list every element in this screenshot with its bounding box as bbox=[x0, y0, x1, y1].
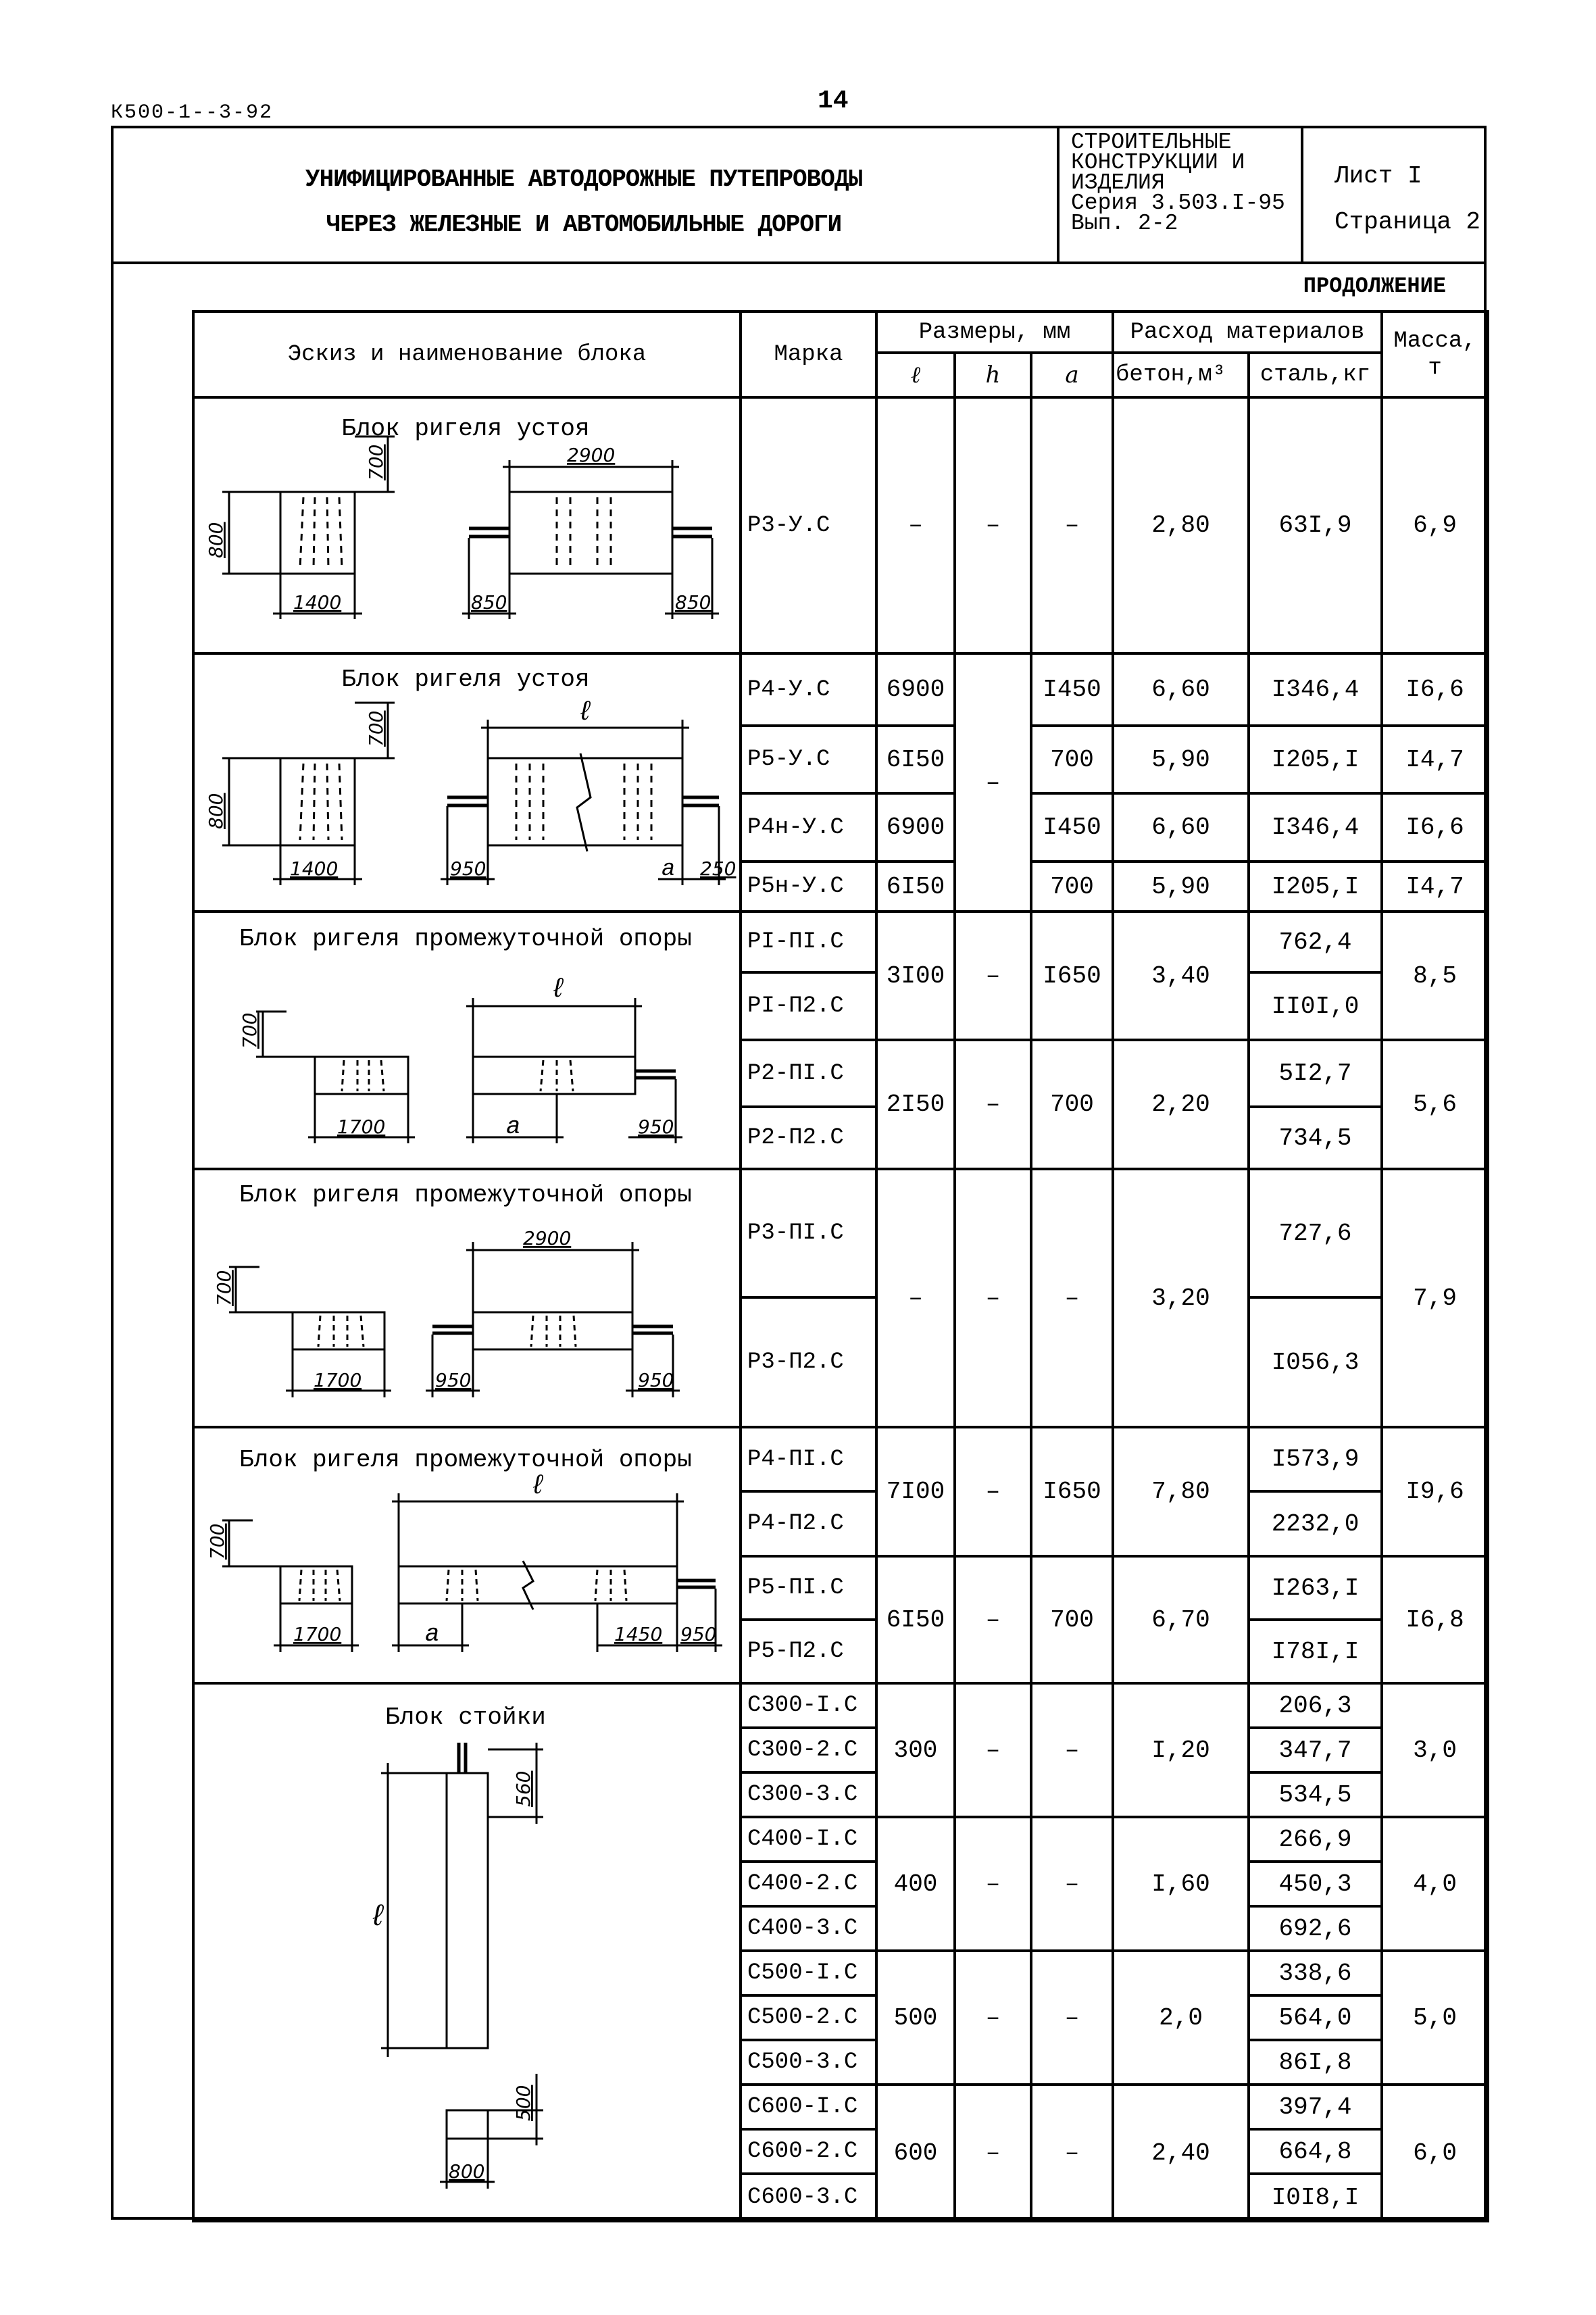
value-cell: I9,6 bbox=[1382, 1427, 1488, 1556]
marka-cell: РI-ПI.С bbox=[741, 912, 876, 972]
value-cell: – bbox=[955, 397, 1031, 653]
header-sketch: Эскиз и наименование блока bbox=[193, 312, 741, 397]
value-cell: – bbox=[955, 1040, 1031, 1169]
marka-cell: Р4-П2.С bbox=[741, 1491, 876, 1556]
marka-cell: С300-I.С bbox=[741, 1683, 876, 1728]
value-cell: 4,0 bbox=[1382, 1817, 1488, 1951]
dim-label: 2900 bbox=[567, 444, 616, 466]
header-h: h bbox=[955, 353, 1031, 397]
dim-label: 950 bbox=[680, 1623, 717, 1645]
value-cell: 6,60 bbox=[1113, 653, 1249, 726]
value-cell: 2232,0 bbox=[1249, 1491, 1382, 1556]
series-line: СТРОИТЕЛЬНЫЕ bbox=[1071, 130, 1232, 155]
value-cell: 63I,9 bbox=[1249, 397, 1382, 653]
sketch-title: Блок ригеля промежуточной опоры bbox=[239, 925, 692, 953]
series-line: ИЗДЕЛИЯ bbox=[1071, 170, 1165, 195]
dim-label: 800 bbox=[205, 793, 227, 829]
marka-cell: Р5н-У.С bbox=[741, 862, 876, 912]
block-section-shape bbox=[280, 492, 355, 574]
value-cell: 5,90 bbox=[1113, 726, 1249, 793]
value-cell: 3,20 bbox=[1113, 1169, 1249, 1427]
header-divider bbox=[1301, 126, 1303, 263]
value-cell: – bbox=[955, 2085, 1031, 2221]
value-cell: 2,80 bbox=[1113, 397, 1249, 653]
value-cell: I78I,I bbox=[1249, 1620, 1382, 1683]
dim-label: 700 bbox=[239, 1012, 261, 1049]
value-cell: 564,0 bbox=[1249, 1995, 1382, 2040]
value-cell: I4,7 bbox=[1382, 726, 1488, 793]
value-cell: – bbox=[1031, 1169, 1113, 1427]
value-cell: 5,90 bbox=[1113, 862, 1249, 912]
series-line: КОНСТРУКЦИИ И bbox=[1071, 150, 1245, 175]
dim-label: 1700 bbox=[337, 1116, 386, 1138]
dim-label: 1700 bbox=[314, 1369, 362, 1391]
value-cell: – bbox=[955, 1556, 1031, 1683]
marka-cell: Р3-П2.С bbox=[741, 1297, 876, 1427]
marka-cell: Р2-ПI.С bbox=[741, 1040, 876, 1107]
sketch-abutment-crossbar-2 bbox=[192, 652, 739, 910]
document-title-line-2: ЧЕРЕЗ ЖЕЛЕЗНЫЕ И АВТОМОБИЛЬНЫЕ ДОРОГИ bbox=[326, 211, 842, 239]
value-cell: I263,I bbox=[1249, 1556, 1382, 1620]
marka-cell: Р5-П2.С bbox=[741, 1620, 876, 1683]
document-code: К500-1--3-92 bbox=[111, 101, 274, 124]
header-steel: сталь,кг bbox=[1249, 353, 1382, 397]
dim-label: ℓ bbox=[530, 1472, 547, 1502]
sheet-number: Лист I bbox=[1335, 162, 1422, 190]
dim-label: 500 bbox=[512, 2085, 534, 2121]
value-cell: 400 bbox=[876, 1817, 955, 1951]
value-cell: 2,40 bbox=[1113, 2085, 1249, 2221]
value-cell: I650 bbox=[1031, 912, 1113, 1040]
sketch-title: Блок ригеля устоя bbox=[341, 666, 590, 693]
value-cell: 6,9 bbox=[1382, 397, 1488, 653]
value-cell: – bbox=[955, 1169, 1031, 1427]
series-line: Вып. 2-2 bbox=[1071, 211, 1178, 236]
value-cell: I,20 bbox=[1113, 1683, 1249, 1817]
sketch-column bbox=[192, 1682, 739, 2220]
header-a: a bbox=[1031, 353, 1113, 397]
value-cell: 5I2,7 bbox=[1249, 1040, 1382, 1107]
marka-cell: С600-2.С bbox=[741, 2129, 876, 2174]
value-cell: 6I50 bbox=[876, 862, 955, 912]
sketch-abutment-crossbar-1 bbox=[192, 396, 739, 652]
series-block bbox=[1071, 132, 1301, 234]
marka-cell: Р3-ПI.С bbox=[741, 1169, 876, 1297]
value-cell: 6I50 bbox=[876, 726, 955, 793]
value-cell: 700 bbox=[1031, 1556, 1113, 1683]
value-cell: I346,4 bbox=[1249, 653, 1382, 726]
value-cell: – bbox=[955, 912, 1031, 1040]
value-cell: I6,6 bbox=[1382, 653, 1488, 726]
value-cell: 266,9 bbox=[1249, 1817, 1382, 1862]
value-cell: I205,I bbox=[1249, 726, 1382, 793]
value-cell: 7,80 bbox=[1113, 1427, 1249, 1556]
value-cell: 5,6 bbox=[1382, 1040, 1488, 1169]
dim-label: 800 bbox=[205, 522, 227, 558]
value-cell: I346,4 bbox=[1249, 793, 1382, 862]
marka-cell: С300-2.С bbox=[741, 1728, 876, 1772]
marka-cell: Р5-ПI.С bbox=[741, 1556, 876, 1620]
value-cell: – bbox=[1031, 1683, 1113, 1817]
continuation-label: ПРОДОЛЖЕНИЕ bbox=[1303, 274, 1446, 299]
dim-label: 1450 bbox=[614, 1623, 663, 1645]
dim-label: 850 bbox=[471, 591, 507, 614]
marka-cell: С400-2.С bbox=[741, 1862, 876, 1906]
value-cell: 6,0 bbox=[1382, 2085, 1488, 2221]
header-sizes: Размеры, мм bbox=[876, 312, 1113, 353]
page-number: 14 bbox=[818, 86, 849, 116]
value-cell: 3,40 bbox=[1113, 912, 1249, 1040]
value-cell: – bbox=[955, 1683, 1031, 1817]
value-cell: – bbox=[876, 397, 955, 653]
value-cell: I,60 bbox=[1113, 1817, 1249, 1951]
value-cell: 734,5 bbox=[1249, 1107, 1382, 1169]
value-cell: 2,20 bbox=[1113, 1040, 1249, 1169]
sketch-intermediate-crossbar-2 bbox=[192, 1168, 739, 1426]
sketch-intermediate-crossbar-1 bbox=[192, 910, 739, 1168]
value-cell: 6I50 bbox=[876, 1556, 955, 1683]
value-cell: 6,70 bbox=[1113, 1556, 1249, 1683]
value-cell: I0I8,I bbox=[1249, 2174, 1382, 2221]
page-label: Страница 2 bbox=[1335, 208, 1481, 236]
value-cell: I4,7 bbox=[1382, 862, 1488, 912]
header-beton: бетон,м³ bbox=[1113, 353, 1249, 397]
value-cell: II0I,0 bbox=[1249, 972, 1382, 1040]
marka-cell: С600-3.С bbox=[741, 2174, 876, 2221]
value-cell: I450 bbox=[1031, 793, 1113, 862]
value-cell: 8,5 bbox=[1382, 912, 1488, 1040]
value-cell: – bbox=[1031, 397, 1113, 653]
header-marka: Марка bbox=[741, 312, 876, 397]
value-cell: – bbox=[955, 1951, 1031, 2085]
value-cell: 5,0 bbox=[1382, 1951, 1488, 2085]
marka-cell: С500-3.С bbox=[741, 2040, 876, 2085]
value-cell: 338,6 bbox=[1249, 1951, 1382, 1995]
value-cell: 700 bbox=[1031, 726, 1113, 793]
value-cell: 450,3 bbox=[1249, 1862, 1382, 1906]
sketch-intermediate-crossbar-3 bbox=[192, 1426, 739, 1682]
dim-label: 950 bbox=[435, 1369, 472, 1391]
dim-label: ℓ bbox=[550, 975, 567, 1005]
marka-cell: С600-I.С bbox=[741, 2085, 876, 2129]
dim-label: 2900 bbox=[523, 1227, 572, 1249]
value-cell: 7,9 bbox=[1382, 1169, 1488, 1427]
marka-cell: Р4-ПI.С bbox=[741, 1427, 876, 1491]
dim-label: 250 bbox=[700, 857, 737, 880]
value-cell: 534,5 bbox=[1249, 1772, 1382, 1817]
value-cell: 3,0 bbox=[1382, 1683, 1488, 1817]
value-cell: 397,4 bbox=[1249, 2085, 1382, 2129]
value-cell: – bbox=[1031, 1951, 1113, 2085]
value-cell: – bbox=[955, 1817, 1031, 1951]
header-mass: Масса, т bbox=[1382, 312, 1488, 397]
sketch-title: Блок ригеля промежуточной опоры bbox=[239, 1446, 692, 1474]
marka-cell: С400-I.С bbox=[741, 1817, 876, 1862]
sketch-title: Блок ригеля устоя bbox=[341, 415, 590, 443]
value-cell: – bbox=[876, 1169, 955, 1427]
dim-label: 700 bbox=[365, 444, 387, 480]
value-cell: – bbox=[1031, 2085, 1113, 2221]
value-cell: 692,6 bbox=[1249, 1906, 1382, 1951]
marka-cell: С500-I.С bbox=[741, 1951, 876, 1995]
value-cell: 2I50 bbox=[876, 1040, 955, 1169]
dim-label: 560 bbox=[512, 1770, 534, 1807]
dim-label: ℓ bbox=[577, 698, 594, 728]
document-title-line-1: УНИФИЦИРОВАННЫЕ АВТОДОРОЖНЫЕ ПУТЕПРОВОДЫ bbox=[305, 166, 863, 193]
dim-label: 950 bbox=[638, 1116, 674, 1138]
value-cell: – bbox=[1031, 1817, 1113, 1951]
marka-cell: С300-3.С bbox=[741, 1772, 876, 1817]
sketch-title: Блок ригеля промежуточной опоры bbox=[239, 1181, 692, 1209]
marka-cell: РI-П2.С bbox=[741, 972, 876, 1040]
value-cell: I6,8 bbox=[1382, 1556, 1488, 1683]
series-line: Серия 3.503.I-95 bbox=[1071, 191, 1285, 216]
dim-label: 1400 bbox=[293, 591, 342, 614]
header-divider bbox=[1057, 126, 1059, 263]
dim-label: a bbox=[425, 1620, 440, 1648]
value-cell: 206,3 bbox=[1249, 1683, 1382, 1728]
value-cell: 762,4 bbox=[1249, 912, 1382, 972]
value-cell: 6,60 bbox=[1113, 793, 1249, 862]
dim-label: 950 bbox=[638, 1369, 674, 1391]
marka-cell: Р4н-У.С bbox=[741, 793, 876, 862]
value-cell: 86I,8 bbox=[1249, 2040, 1382, 2085]
value-cell: – bbox=[955, 653, 1031, 912]
value-cell: 347,7 bbox=[1249, 1728, 1382, 1772]
value-cell: 727,6 bbox=[1249, 1169, 1382, 1297]
dim-label: 850 bbox=[675, 591, 712, 614]
dim-label: 1400 bbox=[290, 857, 339, 880]
value-cell: 600 bbox=[876, 2085, 955, 2221]
dim-label: ℓ bbox=[369, 1901, 387, 1935]
marka-cell: С500-2.С bbox=[741, 1995, 876, 2040]
value-cell: I650 bbox=[1031, 1427, 1113, 1556]
value-cell: I6,6 bbox=[1382, 793, 1488, 862]
dim-label: 800 bbox=[449, 2160, 485, 2183]
value-cell: 7I00 bbox=[876, 1427, 955, 1556]
marka-cell: Р4-У.С bbox=[741, 653, 876, 726]
dim-label: a bbox=[506, 1113, 521, 1141]
marka-cell: Р5-У.С bbox=[741, 726, 876, 793]
dim-label: 700 bbox=[213, 1270, 235, 1306]
value-cell: 2,0 bbox=[1113, 1951, 1249, 2085]
value-cell: 700 bbox=[1031, 1040, 1113, 1169]
dim-label: 950 bbox=[450, 857, 487, 880]
value-cell: 3I00 bbox=[876, 912, 955, 1040]
value-cell: I056,3 bbox=[1249, 1297, 1382, 1427]
marka-cell: Р3-У.С bbox=[741, 397, 876, 653]
dim-label: 700 bbox=[365, 710, 387, 747]
marka-cell: С400-3.С bbox=[741, 1906, 876, 1951]
value-cell: 700 bbox=[1031, 862, 1113, 912]
header-l: ℓ bbox=[876, 353, 955, 397]
value-cell: 300 bbox=[876, 1683, 955, 1817]
value-cell: 6900 bbox=[876, 793, 955, 862]
value-cell: – bbox=[955, 1427, 1031, 1556]
value-cell: 6900 bbox=[876, 653, 955, 726]
dim-label: 1700 bbox=[293, 1623, 342, 1645]
marka-cell: Р2-П2.С bbox=[741, 1107, 876, 1169]
header-materials: Расход материалов bbox=[1113, 312, 1382, 353]
value-cell: I450 bbox=[1031, 653, 1113, 726]
value-cell: 664,8 bbox=[1249, 2129, 1382, 2174]
dim-label: a bbox=[662, 857, 676, 882]
sketch-title: Блок стойки bbox=[385, 1703, 546, 1731]
header-divider bbox=[111, 262, 1487, 264]
value-cell: I205,I bbox=[1249, 862, 1382, 912]
value-cell: I573,9 bbox=[1249, 1427, 1382, 1491]
value-cell: 500 bbox=[876, 1951, 955, 2085]
dim-label: 700 bbox=[206, 1523, 228, 1560]
